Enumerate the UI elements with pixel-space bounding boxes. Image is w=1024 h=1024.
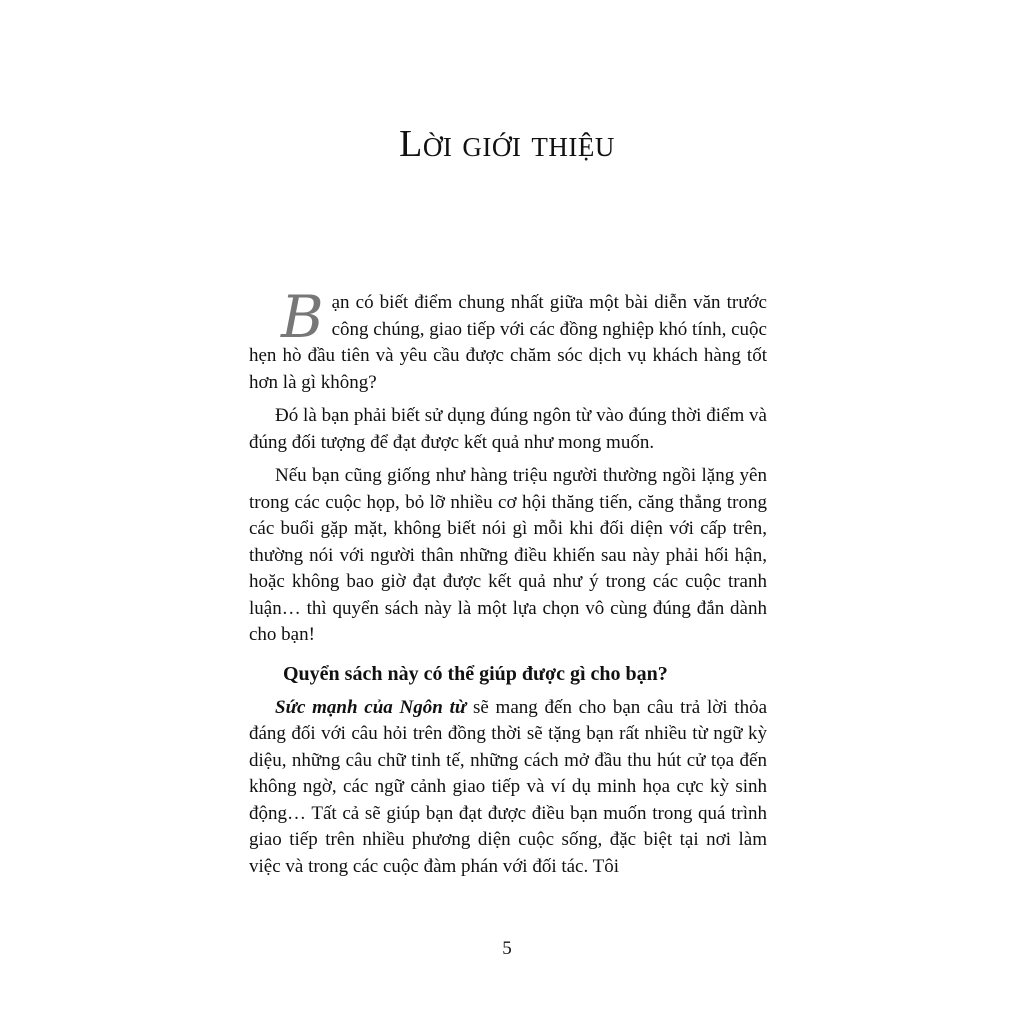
- body-text: [249, 283, 768, 887]
- intro-paragraph-3: Nếu bạn cũng giống như hàng triệu người thường ngồi lặng yên trong các cuộc họp, bỏ lỡ nhiều cơ hội thăng tiến, căng thẳng trong các buổi gặp mặt, không biết nói gì mỗi khi đối diện với cấp trên, thường nói với người thân những điều khiến sau này phải hối hận, hoặc không bao giờ đạt được kết quả như ý trong các cuộc tranh luận… thì quyển sách này là một lựa chọn vô cùng đúng đắn dành cho bạn!: [249, 465, 767, 645]
- drop-cap: B: [281, 283, 324, 351]
- section-heading: Quyển sách này có thể giúp được gì cho bạn?: [283, 662, 668, 685]
- section-paragraph: [249, 695, 767, 881]
- intro-paragraph-1: [249, 283, 767, 396]
- intro-paragraph-1-text: ạn có biết điểm chung nhất giữa một bài diễn văn trước công chúng, giao tiếp với các đồng nghiệp khó tính, cuộc hẹn hò đầu tiên và yêu cầu được chăm sóc dịch vụ khách hàng tốt hơn là gì không?: [249, 292, 767, 393]
- intro-paragraph-2: Đó là bạn phải biết sử dụng đúng ngôn từ vào đúng thời điểm và đúng đối tượng để đạt được kết quả như mong muốn.: [249, 405, 767, 453]
- chapter-title: Lời giới thiệu: [399, 123, 615, 165]
- section-paragraph-text: sẽ mang đến cho bạn câu trả lời thỏa đáng đối với câu hỏi trên đồng thời sẽ tặng bạn rất nhiều từ ngữ kỳ diệu, những câu chữ tinh tế, những cách mở đầu thu hút cử tọa đến không ngờ, các ngữ cảnh giao tiếp và ví dụ minh họa cực kỳ sinh động… Tất cả sẽ giúp bạn đạt được điều bạn muốn trong quá trình giao tiếp trên nhiều phương diện cuộc sống, đặc biệt tại nơi làm việc và trong các cuộc đàm phán với đối tác. Tôi: [249, 696, 768, 877]
- page-number: 5: [502, 938, 512, 959]
- book-title: Sức mạnh của Ngôn từ: [275, 696, 467, 718]
